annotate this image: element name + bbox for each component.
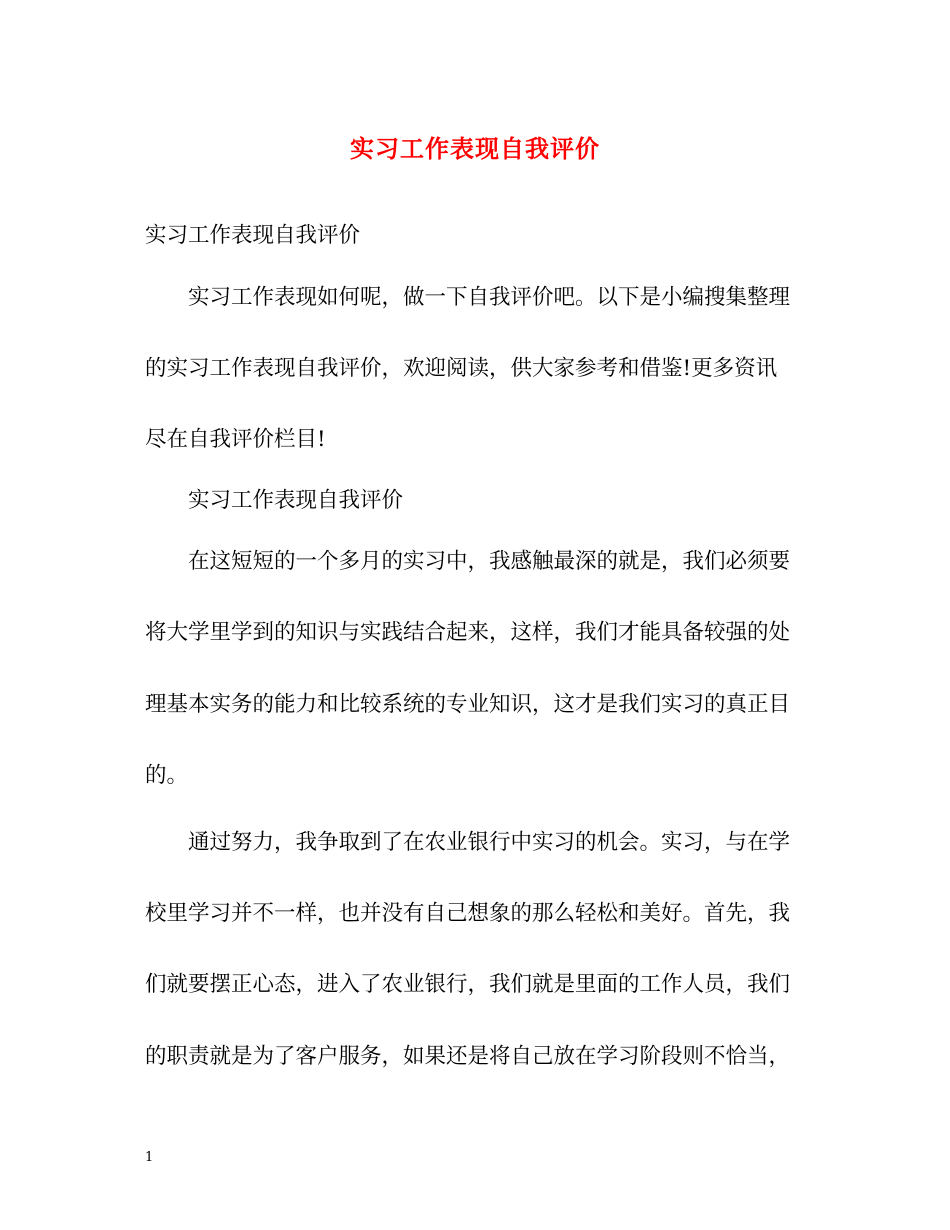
paragraph-3-line-1: 通过努力，我争取到了在农业银行中实习的机会。实习，与在学 <box>188 830 791 855</box>
paragraph-1-line-3: 尽在自我评价栏目! <box>145 427 326 452</box>
section-heading-line: 实习工作表现自我评价 <box>188 488 404 513</box>
page-number: 1 <box>145 1150 154 1165</box>
paragraph-3-line-4: 的职责就是为了客户服务，如果还是将自己放在学习阶段则不恰当， <box>145 1044 791 1069</box>
subtitle-line: 实习工作表现自我评价 <box>145 223 361 248</box>
paragraph-3-line-3: 们就要摆正心态，进入了农业银行，我们就是里面的工作人员，我们 <box>145 972 791 997</box>
paragraph-2-line-4: 的。 <box>145 763 189 788</box>
paragraph-2-line-1: 在这短短的一个多月的实习中，我感触最深的就是，我们必须要 <box>188 549 791 574</box>
paragraph-1-line-1: 实习工作表现如何呢，做一下自我评价吧。以下是小编搜集整理 <box>188 285 791 310</box>
paragraph-2-line-3: 理基本实务的能力和比较系统的专业知识，这才是我们实习的真正目 <box>145 692 791 717</box>
document-title: 实习工作表现自我评价 <box>350 134 600 163</box>
paragraph-3-line-2: 校里学习并不一样，也并没有自己想象的那么轻松和美好。首先，我 <box>145 901 791 926</box>
paragraph-1-line-2: 的实习工作表现自我评价，欢迎阅读，供大家参考和借鉴!更多资讯 <box>145 356 778 381</box>
paragraph-2-line-2: 将大学里学到的知识与实践结合起来，这样，我们才能具备较强的处 <box>145 620 791 645</box>
